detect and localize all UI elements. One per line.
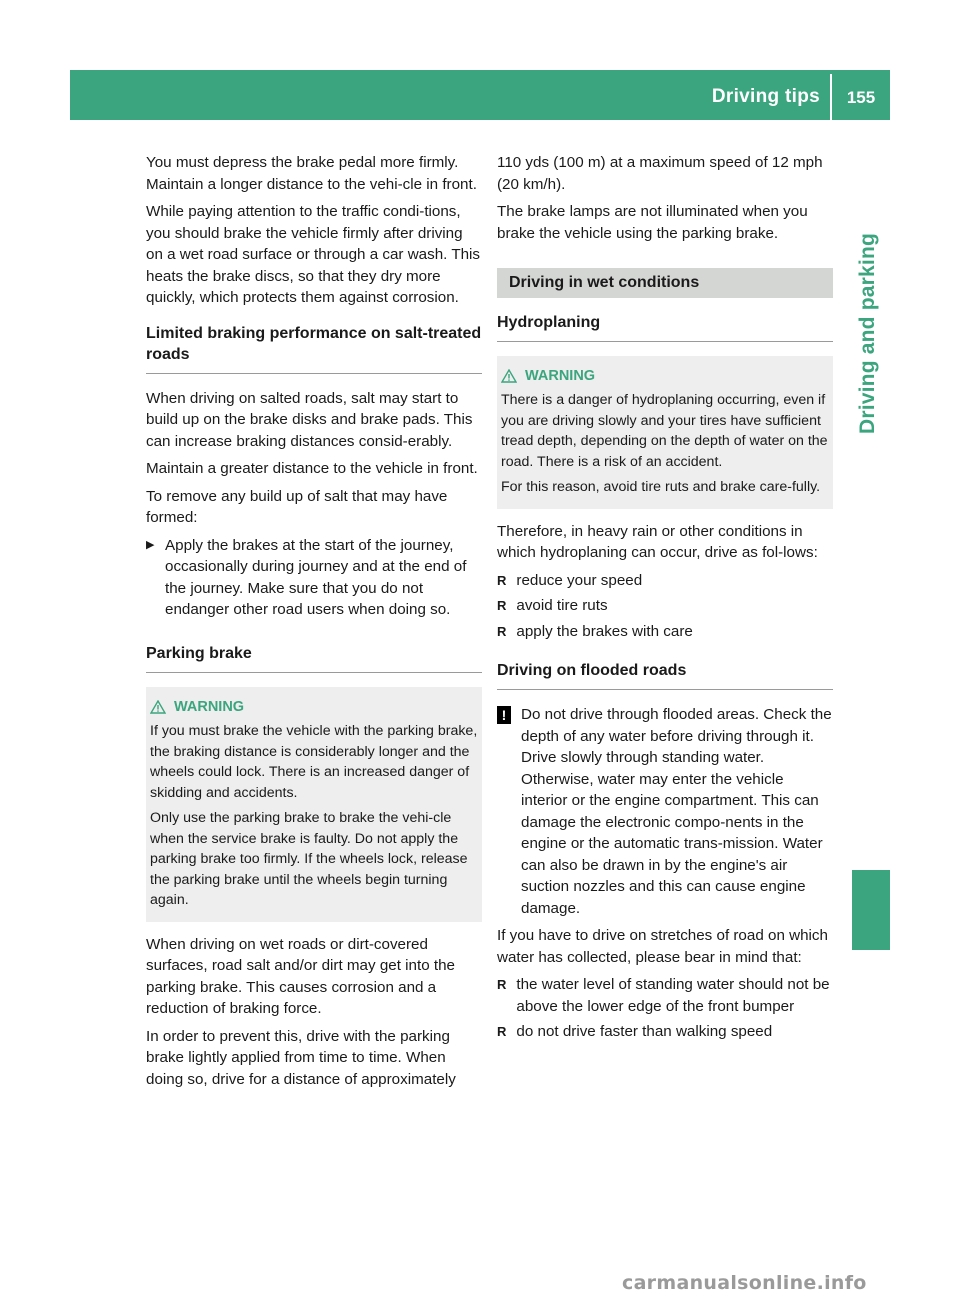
bullet-marker: R <box>497 623 507 639</box>
list-item-text: the water level of standing water should not be above the lower edge of the front bumper <box>516 976 830 1015</box>
list-item-text: do not drive faster than walking speed <box>516 1023 773 1040</box>
warning-header <box>150 697 478 718</box>
paragraph: The brake lamps are not illuminated when you brake the vehicle using the parking brake. <box>497 203 808 242</box>
list-item <box>497 1021 833 1043</box>
section-title: Driving tips <box>711 86 820 107</box>
subheading-salt-roads: Limited braking performance on salt-treated roads <box>146 315 482 374</box>
warning-label: WARNING <box>525 367 596 384</box>
warning-box <box>146 687 482 922</box>
paragraph: To remove any build up of salt that may have formed: <box>146 487 448 526</box>
list-item-text: avoid tire ruts <box>516 597 608 614</box>
watermark: carmanualsonline.info <box>622 1272 867 1294</box>
chapter-tab-label: Driving and parking <box>856 233 879 434</box>
bullet-marker: R <box>497 572 507 588</box>
paragraph: If you have to drive on stretches of road on which water has collected, please bear in mind that: <box>497 927 828 966</box>
paragraph: When driving on wet roads or dirt-covered surfaces, road salt and/or dirt may get into the parking brake. This causes corrosion and a reduction of braking force. <box>146 935 455 1017</box>
subheading-flooded-roads: Driving on flooded roads <box>497 652 833 690</box>
right-column <box>497 152 833 1047</box>
notice-text: Do not drive through flooded areas. Check the depth of any water before driving through it. Drive slowly through standing water. Otherwise, water may enter the vehicle interior or the engine compartment. This can damage the electronic compo-nents in the engine or the automatic trans-mission. Water can also be drawn in by the engine's air suction nozzles and this can cause engine damage. <box>521 706 832 917</box>
bullet-marker: R <box>497 1024 507 1039</box>
paragraph: While paying attention to the traffic condi-tions, you should brake the vehicle firmly after driving on a wet road surface or through a car wash. This heats the brake discs, so that they dry more quickly, which protects them against corrosion. <box>146 203 481 306</box>
list-item-text: reduce your speed <box>516 571 643 589</box>
section-heading-wet-conditions: Driving in wet conditions <box>497 268 833 298</box>
warning-label: WARNING <box>174 698 245 715</box>
list-item <box>497 621 833 643</box>
paragraph: When driving on salted roads, salt may start to build up on the brake disks and brake pads. This can increase braking distances consid-erably. <box>146 389 473 450</box>
bullet-marker: R <box>497 598 507 613</box>
subheading-parking-brake: Parking brake <box>146 635 482 673</box>
warning-text: There is a danger of hydroplaning occurring, even if you are driving slowly and your tires have sufficient tread depth, depending on the depth of water on the road. There is a risk of an accident. <box>501 392 828 470</box>
warning-triangle-icon <box>501 369 517 383</box>
header-divider <box>830 74 832 120</box>
chapter-tab-marker <box>852 870 890 950</box>
list-item-text: apply the brakes with care <box>516 622 693 640</box>
instruction-step <box>146 535 482 621</box>
page-number: 155 <box>846 88 876 107</box>
list-item <box>497 974 833 1017</box>
paragraph: 110 yds (100 m) at a maximum speed of 12 mph (20 km/h). <box>497 154 823 193</box>
list-item <box>497 595 833 617</box>
paragraph: Maintain a greater distance to the vehicle in front. <box>146 460 478 477</box>
subheading-hydroplaning: Hydroplaning <box>497 304 833 342</box>
list-item <box>497 570 833 592</box>
paragraph: Therefore, in heavy rain or other conditions in which hydroplaning can occur, drive as fol-lows: <box>497 522 818 561</box>
paragraph: You must depress the brake pedal more firmly. Maintain a longer distance to the vehi-cle in front. <box>146 154 477 193</box>
notice-block <box>497 704 833 919</box>
bullet-marker: R <box>497 977 507 992</box>
instruction-text: Apply the brakes at the start of the journey, occasionally during journey and at the end of the journey. Make sure that you do not endanger other road users when doing so. <box>165 536 467 618</box>
warning-text: If you must brake the vehicle with the parking brake, the braking distance is considerably longer and the wheels could lock. There is an increased danger of skidding and accidents. <box>150 723 478 801</box>
paragraph: In order to prevent this, drive with the parking brake lightly applied from time to time. When doing so, drive for a distance of approximately <box>146 1027 456 1088</box>
warning-triangle-icon <box>150 700 166 714</box>
exclamation-box-icon: ! <box>497 706 511 724</box>
warning-box <box>497 356 833 509</box>
play-arrow-icon: ▶ <box>146 538 155 551</box>
left-column <box>146 152 482 1096</box>
warning-header <box>501 366 829 387</box>
warning-text: For this reason, avoid tire ruts and brake care-fully. <box>501 479 821 495</box>
warning-text: Only use the parking brake to brake the vehi-cle when the service brake is faulty. Do not apply the parking brake too firmly. If the wheels lock, release the parking brake until the wheels begin turning again. <box>150 810 468 908</box>
